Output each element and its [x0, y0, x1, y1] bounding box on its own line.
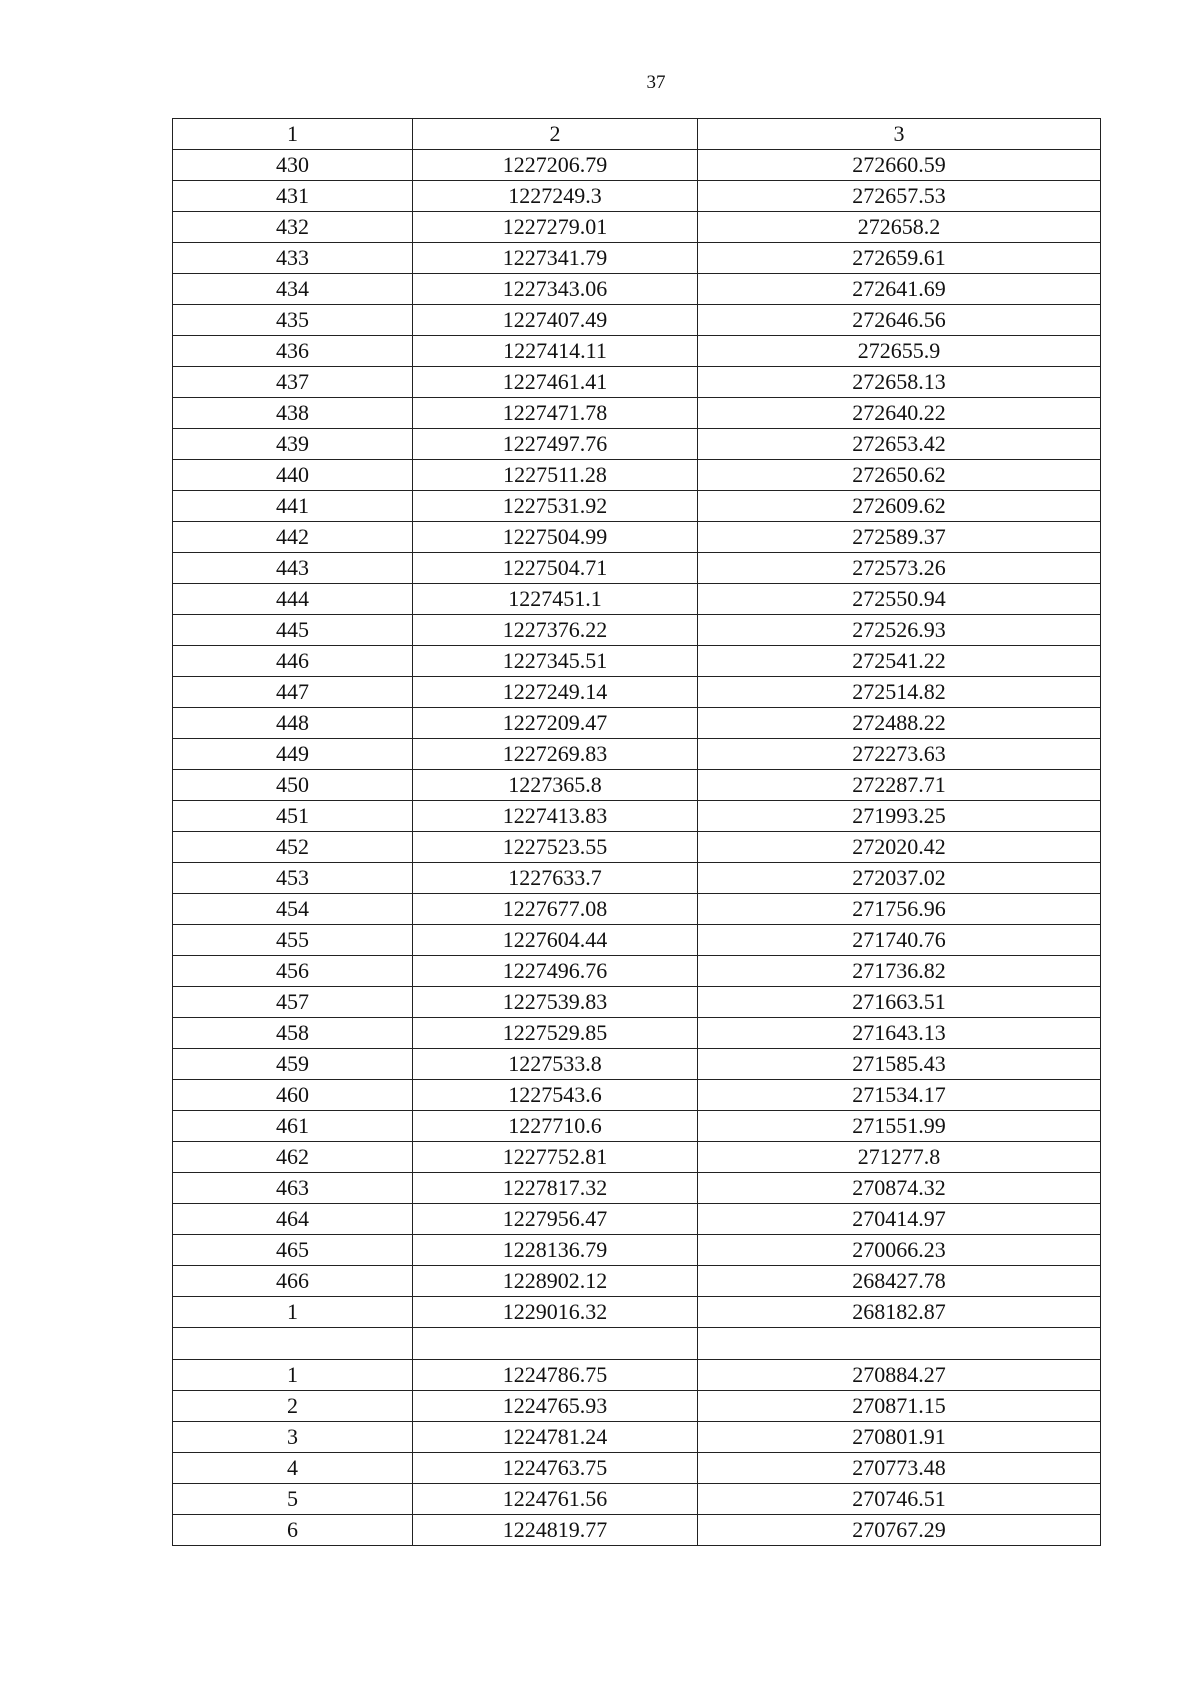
table-cell-col-1	[173, 1328, 413, 1360]
table-row	[173, 708, 1101, 739]
table-row	[173, 1018, 1101, 1049]
table-cell-col-3: 272488.22	[698, 708, 1101, 739]
table-row	[173, 1235, 1101, 1266]
table-cell-col-1: 5	[173, 1484, 413, 1515]
table-cell-col-2: 1227414.11	[413, 336, 698, 367]
table-cell-col-2: 1227451.1	[413, 584, 698, 615]
table-row	[173, 987, 1101, 1018]
table-cell-col-3: 272660.59	[698, 150, 1101, 181]
table-row	[173, 553, 1101, 584]
table-cell-col-3	[698, 1328, 1101, 1360]
table-cell-col-1: 458	[173, 1018, 413, 1049]
table-cell-col-2: 1227496.76	[413, 956, 698, 987]
table-row	[173, 1049, 1101, 1080]
table-cell-col-1: 466	[173, 1266, 413, 1297]
table-cell-col-2: 1227604.44	[413, 925, 698, 956]
table-row	[173, 925, 1101, 956]
table-cell-col-3: 272273.63	[698, 739, 1101, 770]
table-cell-col-3: 270801.91	[698, 1422, 1101, 1453]
page-number: 37	[646, 72, 666, 93]
table-cell-col-1: 460	[173, 1080, 413, 1111]
table-cell-col-2: 1227471.78	[413, 398, 698, 429]
table-row	[173, 1328, 1101, 1360]
table-cell-col-1: 454	[173, 894, 413, 925]
table-cell-col-3: 270414.97	[698, 1204, 1101, 1235]
table-row	[173, 832, 1101, 863]
table-cell-col-3: 272020.42	[698, 832, 1101, 863]
table-row	[173, 1515, 1101, 1546]
header-cell-col-1: 1	[173, 119, 413, 150]
table-row	[173, 1111, 1101, 1142]
table-cell-col-3: 272550.94	[698, 584, 1101, 615]
table-cell-col-3: 272573.26	[698, 553, 1101, 584]
table-cell-col-2: 1227677.08	[413, 894, 698, 925]
table-cell-col-2: 1227529.85	[413, 1018, 698, 1049]
table-row	[173, 739, 1101, 770]
table-row	[173, 212, 1101, 243]
table-cell-col-2: 1227752.81	[413, 1142, 698, 1173]
table-cell-col-1: 433	[173, 243, 413, 274]
table-row	[173, 522, 1101, 553]
table-cell-col-2: 1227523.55	[413, 832, 698, 863]
table-cell-col-1: 1	[173, 1297, 413, 1328]
table-cell-col-2: 1227543.6	[413, 1080, 698, 1111]
table-cell-col-3: 272589.37	[698, 522, 1101, 553]
table-cell-col-3: 272650.62	[698, 460, 1101, 491]
table-row	[173, 1266, 1101, 1297]
table-cell-col-3: 272609.62	[698, 491, 1101, 522]
table-cell-col-2: 1227504.71	[413, 553, 698, 584]
table-cell-col-1: 441	[173, 491, 413, 522]
table-cell-col-3: 271756.96	[698, 894, 1101, 925]
table-cell-col-2: 1227461.41	[413, 367, 698, 398]
table-row	[173, 646, 1101, 677]
table-row	[173, 770, 1101, 801]
header-cell-col-3: 3	[698, 119, 1101, 150]
table-row	[173, 1484, 1101, 1515]
table-cell-col-1: 431	[173, 181, 413, 212]
table-cell-col-3: 272640.22	[698, 398, 1101, 429]
table-cell-col-2: 1227633.7	[413, 863, 698, 894]
table-cell-col-2: 1227413.83	[413, 801, 698, 832]
table-cell-col-3: 270874.32	[698, 1173, 1101, 1204]
table-cell-col-1: 449	[173, 739, 413, 770]
table-cell-col-3: 272037.02	[698, 863, 1101, 894]
table-cell-col-3: 270871.15	[698, 1391, 1101, 1422]
table-header-row	[173, 119, 1101, 150]
table-row	[173, 584, 1101, 615]
table-cell-col-2: 1227209.47	[413, 708, 698, 739]
table-cell-col-3: 270746.51	[698, 1484, 1101, 1515]
table-row	[173, 894, 1101, 925]
table-cell-col-2: 1227710.6	[413, 1111, 698, 1142]
table-row	[173, 181, 1101, 212]
table-body	[173, 119, 1101, 1546]
table-cell-col-3: 271740.76	[698, 925, 1101, 956]
table-cell-col-1: 456	[173, 956, 413, 987]
table-cell-col-3: 271534.17	[698, 1080, 1101, 1111]
table-row	[173, 801, 1101, 832]
table-cell-col-2	[413, 1328, 698, 1360]
table-cell-col-3: 271277.8	[698, 1142, 1101, 1173]
table-row	[173, 460, 1101, 491]
header-cell-col-2: 2	[413, 119, 698, 150]
table-cell-col-1: 455	[173, 925, 413, 956]
table-cell-col-1: 457	[173, 987, 413, 1018]
table-row	[173, 1453, 1101, 1484]
table-cell-col-3: 272646.56	[698, 305, 1101, 336]
table-cell-col-1: 440	[173, 460, 413, 491]
table-row	[173, 367, 1101, 398]
table-cell-col-1: 432	[173, 212, 413, 243]
table-cell-col-1: 462	[173, 1142, 413, 1173]
table-row	[173, 150, 1101, 181]
table-cell-col-3: 272657.53	[698, 181, 1101, 212]
table-cell-col-1: 445	[173, 615, 413, 646]
table-cell-col-1: 446	[173, 646, 413, 677]
table-cell-col-1: 448	[173, 708, 413, 739]
table-cell-col-2: 1227279.01	[413, 212, 698, 243]
table-cell-col-1: 444	[173, 584, 413, 615]
table-cell-col-2: 1227345.51	[413, 646, 698, 677]
table-cell-col-2: 1227504.99	[413, 522, 698, 553]
table-cell-col-1: 447	[173, 677, 413, 708]
table-cell-col-3: 270773.48	[698, 1453, 1101, 1484]
table-cell-col-3: 271663.51	[698, 987, 1101, 1018]
table-cell-col-1: 436	[173, 336, 413, 367]
table-cell-col-2: 1228902.12	[413, 1266, 698, 1297]
table-cell-col-3: 270884.27	[698, 1360, 1101, 1391]
table-cell-col-1: 2	[173, 1391, 413, 1422]
table-cell-col-1: 3	[173, 1422, 413, 1453]
table-cell-col-2: 1227817.32	[413, 1173, 698, 1204]
table-cell-col-2: 1227511.28	[413, 460, 698, 491]
table-cell-col-2: 1227341.79	[413, 243, 698, 274]
table-cell-col-3: 272655.9	[698, 336, 1101, 367]
table-cell-col-1: 434	[173, 274, 413, 305]
table-cell-col-3: 272658.2	[698, 212, 1101, 243]
table-row	[173, 398, 1101, 429]
table-cell-col-3: 272514.82	[698, 677, 1101, 708]
table-cell-col-3: 270066.23	[698, 1235, 1101, 1266]
table-row	[173, 491, 1101, 522]
table-cell-col-1: 461	[173, 1111, 413, 1142]
table-cell-col-2: 1227206.79	[413, 150, 698, 181]
table-cell-col-2: 1227956.47	[413, 1204, 698, 1235]
table-cell-col-1: 451	[173, 801, 413, 832]
table-cell-col-2: 1227249.14	[413, 677, 698, 708]
table-cell-col-3: 272641.69	[698, 274, 1101, 305]
table-cell-col-3: 271643.13	[698, 1018, 1101, 1049]
table-cell-col-2: 1224781.24	[413, 1422, 698, 1453]
table-cell-col-1: 4	[173, 1453, 413, 1484]
table-cell-col-2: 1227407.49	[413, 305, 698, 336]
table-row	[173, 677, 1101, 708]
table-row	[173, 1080, 1101, 1111]
table-row	[173, 1297, 1101, 1328]
table-cell-col-3: 272653.42	[698, 429, 1101, 460]
table-cell-col-1: 453	[173, 863, 413, 894]
table-cell-col-2: 1227343.06	[413, 274, 698, 305]
table-row	[173, 863, 1101, 894]
table-cell-col-2: 1227376.22	[413, 615, 698, 646]
table-cell-col-1: 465	[173, 1235, 413, 1266]
table-row	[173, 243, 1101, 274]
table-cell-col-2: 1227497.76	[413, 429, 698, 460]
table-cell-col-2: 1224761.56	[413, 1484, 698, 1515]
table-cell-col-2: 1227249.3	[413, 181, 698, 212]
table-cell-col-2: 1227365.8	[413, 770, 698, 801]
table-row	[173, 336, 1101, 367]
table-cell-col-1: 6	[173, 1515, 413, 1546]
table-cell-col-2: 1227533.8	[413, 1049, 698, 1080]
table-row	[173, 305, 1101, 336]
table-cell-col-1: 437	[173, 367, 413, 398]
table-cell-col-3: 270767.29	[698, 1515, 1101, 1546]
table-row	[173, 1173, 1101, 1204]
table-row	[173, 1360, 1101, 1391]
table-cell-col-1: 439	[173, 429, 413, 460]
table-row	[173, 956, 1101, 987]
table-cell-col-1: 430	[173, 150, 413, 181]
table-cell-col-2: 1227539.83	[413, 987, 698, 1018]
table-cell-col-3: 268182.87	[698, 1297, 1101, 1328]
table-row	[173, 1204, 1101, 1235]
table-cell-col-2: 1227269.83	[413, 739, 698, 770]
table-cell-col-3: 271736.82	[698, 956, 1101, 987]
table-cell-col-1: 438	[173, 398, 413, 429]
table-cell-col-2: 1224819.77	[413, 1515, 698, 1546]
coordinates-table	[172, 118, 1101, 1546]
table-row	[173, 1422, 1101, 1453]
table-cell-col-1: 1	[173, 1360, 413, 1391]
table-cell-col-3: 272659.61	[698, 243, 1101, 274]
table-cell-col-3: 271551.99	[698, 1111, 1101, 1142]
table-cell-col-1: 464	[173, 1204, 413, 1235]
table-cell-col-1: 443	[173, 553, 413, 584]
table-row	[173, 1142, 1101, 1173]
table-cell-col-1: 452	[173, 832, 413, 863]
table-row	[173, 615, 1101, 646]
table-cell-col-1: 435	[173, 305, 413, 336]
table-cell-col-3: 271585.43	[698, 1049, 1101, 1080]
table-cell-col-3: 272658.13	[698, 367, 1101, 398]
table-row	[173, 274, 1101, 305]
table-cell-col-3: 272541.22	[698, 646, 1101, 677]
table-cell-col-1: 463	[173, 1173, 413, 1204]
table-row	[173, 429, 1101, 460]
table-cell-col-2: 1224765.93	[413, 1391, 698, 1422]
table-cell-col-3: 271993.25	[698, 801, 1101, 832]
table-cell-col-2: 1227531.92	[413, 491, 698, 522]
table-row	[173, 1391, 1101, 1422]
table-cell-col-3: 272526.93	[698, 615, 1101, 646]
table-cell-col-3: 268427.78	[698, 1266, 1101, 1297]
table-cell-col-2: 1224786.75	[413, 1360, 698, 1391]
table-cell-col-1: 450	[173, 770, 413, 801]
table-cell-col-2: 1224763.75	[413, 1453, 698, 1484]
table-cell-col-1: 459	[173, 1049, 413, 1080]
table-cell-col-1: 442	[173, 522, 413, 553]
table-cell-col-2: 1229016.32	[413, 1297, 698, 1328]
table-cell-col-2: 1228136.79	[413, 1235, 698, 1266]
table-cell-col-3: 272287.71	[698, 770, 1101, 801]
